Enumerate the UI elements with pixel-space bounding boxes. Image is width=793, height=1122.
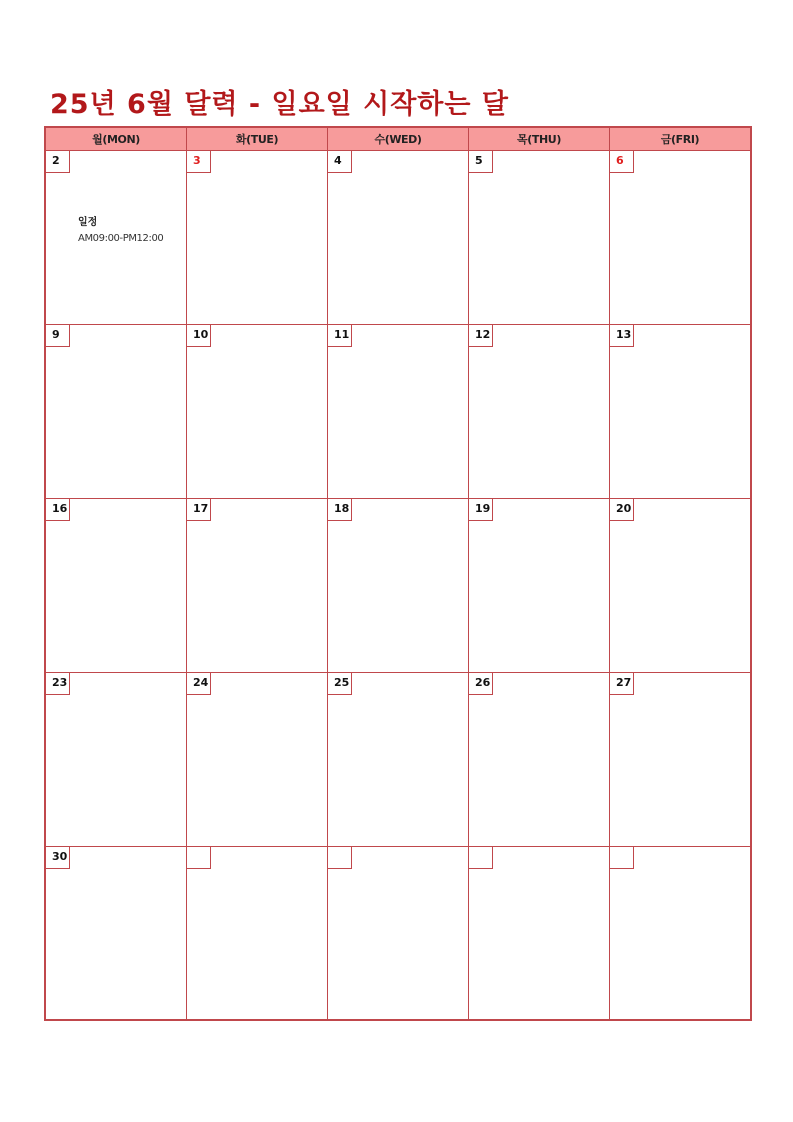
day-number: 27 [610,673,634,695]
day-cell [328,499,469,672]
day-number-empty [610,847,634,869]
day-cell [187,151,328,324]
day-cell [469,673,610,846]
day-number: 10 [187,325,211,347]
event-entry [78,213,163,244]
day-cell [187,847,328,1021]
day-cell [469,151,610,324]
day-cell [328,151,469,324]
day-cell [610,847,750,1021]
day-cell [46,499,187,672]
weekday-header-wed: 수(WED) [328,128,469,150]
day-number: 20 [610,499,634,521]
day-number: 30 [46,847,70,869]
event-title: 일정 [78,217,98,228]
day-number: 18 [328,499,352,521]
weekday-header-thu: 목(THU) [469,128,610,150]
weekday-header-mon: 월(MON) [46,128,187,150]
day-number: 13 [610,325,634,347]
week-row-5 [46,847,750,1021]
event-time: AM09:00-PM12:00 [78,233,164,244]
day-number-empty [469,847,493,869]
day-cell [469,499,610,672]
day-number-empty [328,847,352,869]
day-cell [46,673,187,846]
day-number: 24 [187,673,211,695]
weekday-header-fri: 금(FRI) [660,133,700,146]
day-cell [469,325,610,498]
day-cell [328,847,469,1021]
day-number: 4 [328,151,352,173]
day-number: 23 [46,673,70,695]
day-number: 12 [469,325,493,347]
week-row-1 [46,151,750,325]
page-title: 25년 6월 달력 - 일요일 시작하는 달 [50,89,509,120]
day-cell [610,151,750,324]
week-row-2 [46,325,750,499]
day-cell [46,151,187,324]
day-number: 25 [328,673,352,695]
day-number: 5 [469,151,493,173]
day-cell [46,325,187,498]
week-row-3 [46,499,750,673]
calendar-grid [44,126,752,1021]
day-cell [469,847,610,1021]
day-cell [187,673,328,846]
day-number: 19 [469,499,493,521]
day-cell [328,325,469,498]
day-number: 11 [328,325,352,347]
day-number: 2 [46,151,70,173]
week-row-4 [46,673,750,847]
day-cell [187,325,328,498]
day-number: 9 [46,325,70,347]
day-cell [610,499,750,672]
day-cell [328,673,469,846]
day-cell [610,673,750,846]
day-cell [610,325,750,498]
day-cell [46,847,187,1021]
day-number: 26 [469,673,493,695]
day-number-empty [187,847,211,869]
day-number-holiday: 6 [610,151,634,173]
weekday-header-row [46,128,750,151]
weekday-header-tue: 화(TUE) [187,128,328,150]
day-number: 17 [187,499,211,521]
day-number-holiday: 3 [187,151,211,173]
day-cell [187,499,328,672]
day-number: 16 [46,499,70,521]
